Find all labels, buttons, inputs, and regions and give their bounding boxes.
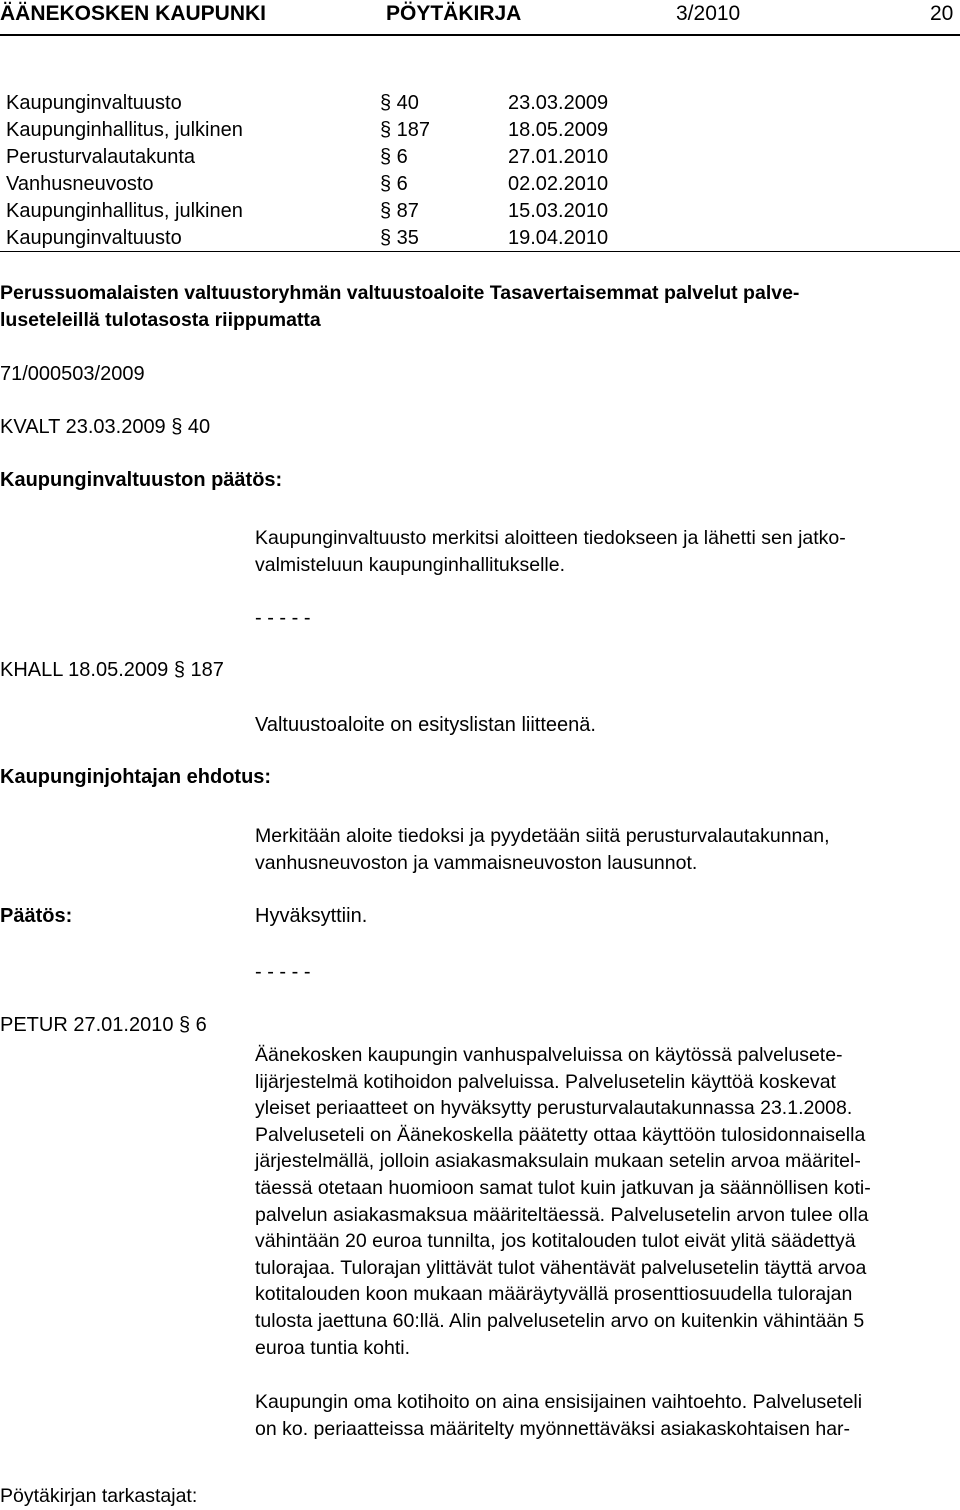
text-line: on ko. periaatteissa määritelty myönnettäväksi asiakaskohtaisen har- — [255, 1417, 851, 1440]
section-separator: - - - - - — [255, 961, 311, 983]
case-title — [0, 280, 799, 334]
section-separator: - - - - - — [255, 607, 311, 629]
footer-inspectors-label: Pöytäkirjan tarkastajat: — [0, 1485, 198, 1507]
kvalt-reference: KVALT 23.03.2009 § 40 — [0, 416, 211, 438]
history-body: Kaupunginvaltuusto — [6, 227, 182, 249]
history-date: 27.01.2010 — [508, 146, 609, 168]
petur-paragraph-2 — [255, 1389, 862, 1442]
history-section: § 187 — [380, 119, 431, 141]
text-line: yleiset periaatteet on hyväksytty perusturvalautakunnassa 23.1.2008. — [255, 1097, 853, 1120]
text-line: lijärjestelmä kotihoidon palveluissa. Palvelusetelin käyttöä koskevat — [255, 1070, 836, 1093]
organization-name: ÄÄNEKOSKEN KAUPUNKI — [0, 2, 267, 25]
attachment-note: Valtuustoaloite on esityslistan liitteenä. — [255, 714, 596, 736]
text-line: täessä otetaan huomioon samat tulot kuin jatkuvan ja säännöllisen koti- — [255, 1176, 871, 1199]
kvalt-decision-text — [255, 525, 846, 578]
decision-text: Hyväksyttiin. — [255, 905, 368, 927]
proposal-text — [255, 823, 830, 876]
khall-reference: KHALL 18.05.2009 § 187 — [0, 659, 224, 681]
text-line: euroa tuntia kohti. — [255, 1336, 411, 1359]
petur-reference: PETUR 27.01.2010 § 6 — [0, 1014, 207, 1036]
case-number: 71/000503/2009 — [0, 363, 145, 385]
text-line: tulosta jaettuna 60:llä. Alin palvelusetelin arvo on kuitenkin vähintään 5 — [255, 1309, 865, 1332]
history-body: Kaupunginhallitus, julkinen — [6, 200, 243, 222]
text-line: palvelun asiakasmaksua määriteltäessä. Palvelusetelin arvon tulee olla — [255, 1203, 869, 1226]
history-section: § 35 — [380, 227, 419, 249]
document-number: 3/2010 — [676, 2, 741, 25]
text-line: vähintään 20 euroa tunnilta, jos kotitalouden tulot eivät ylitä säädettyä — [255, 1230, 856, 1253]
document-type: PÖYTÄKIRJA — [386, 2, 522, 25]
history-divider — [0, 251, 960, 252]
proposal-heading: Kaupunginjohtajan ehdotus: — [0, 766, 272, 788]
history-body: Kaupunginvaltuusto — [6, 92, 182, 114]
history-date: 19.04.2010 — [508, 227, 609, 249]
history-date: 18.05.2009 — [508, 119, 609, 141]
title-line: luseteleillä tulotasosta riippumatta — [0, 309, 321, 331]
text-line: Kaupungin oma kotihoito on aina ensisijainen vaihtoehto. Palveluseteli — [255, 1391, 863, 1413]
kvalt-decision-heading: Kaupunginvaltuuston päätös: — [0, 469, 283, 491]
history-date: 02.02.2010 — [508, 173, 609, 195]
text-line: tulorajaa. Tulorajan ylittävät tulot vähentävät palvelusetelin täyttä arvoa — [255, 1256, 867, 1279]
history-section: § 6 — [380, 146, 408, 168]
history-body: Vanhusneuvosto — [6, 173, 154, 195]
text-line: Äänekosken kaupungin vanhuspalveluissa on käytössä palvelusete- — [255, 1044, 843, 1066]
text-line: Palveluseteli on Äänekoskella päätetty ottaa käyttöön tulosidonnaisella — [255, 1123, 866, 1146]
text-line: kotitalouden koon mukaan määräytyvällä prosenttiosuudella tulorajan — [255, 1283, 853, 1306]
text-line: Merkitään aloite tiedoksi ja pyydetään siitä perusturvalautakunnan, — [255, 825, 830, 847]
history-body: Perusturvalautakunta — [6, 146, 196, 168]
header-divider — [0, 34, 960, 36]
text-line: vanhusneuvoston ja vammaisneuvoston lausunnot. — [255, 851, 698, 874]
history-body: Kaupunginhallitus, julkinen — [6, 119, 243, 141]
history-section: § 87 — [380, 200, 419, 222]
decision-heading: Päätös: — [0, 905, 73, 927]
history-date: 15.03.2010 — [508, 200, 609, 222]
petur-paragraph — [255, 1042, 871, 1361]
page-number: 20 — [930, 2, 954, 25]
text-line: järjestelmällä, jolloin asiakasmaksulain mukaan setelin arvoa määritel- — [255, 1150, 861, 1173]
history-date: 23.03.2009 — [508, 92, 609, 114]
text-line: valmisteluun kaupunginhallitukselle. — [255, 553, 566, 576]
text-line: Kaupunginvaltuusto merkitsi aloitteen tiedokseen ja lähetti sen jatko- — [255, 527, 846, 549]
title-line: Perussuomalaisten valtuustoryhmän valtuustoaloite Tasavertaisemmat palvelut palve- — [0, 282, 800, 304]
history-section: § 40 — [380, 92, 419, 114]
history-section: § 6 — [380, 173, 408, 195]
